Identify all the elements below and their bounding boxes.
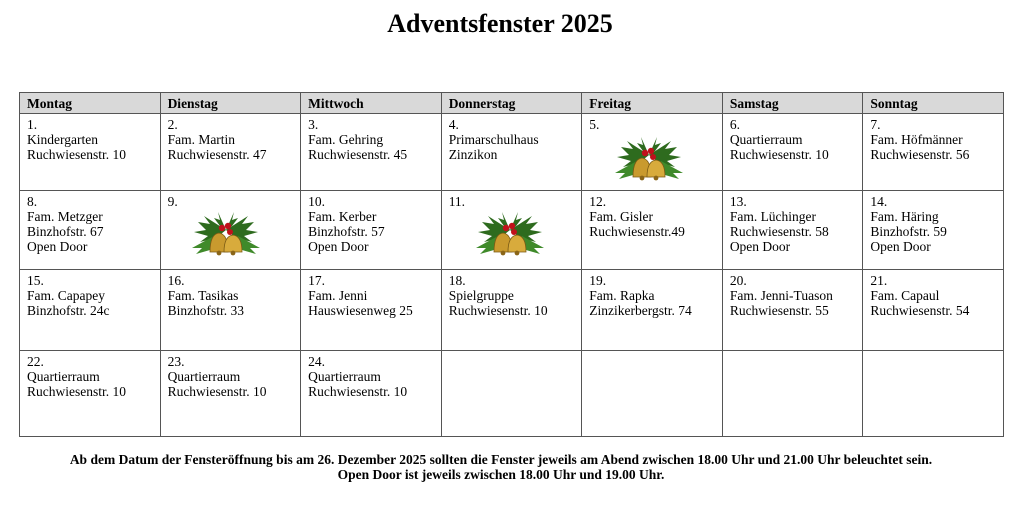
day-number: 18. xyxy=(448,273,466,288)
host-address: Binzhofstr. 57 xyxy=(308,224,385,239)
empty-day-cell xyxy=(863,351,1004,437)
calendar-day-cell xyxy=(20,270,161,351)
calendar-day-cell xyxy=(582,191,723,270)
host-name: Fam. Kerber xyxy=(308,209,377,224)
christmas-bells-holly-icon xyxy=(607,133,691,183)
host-address: Ruchwiesenstr. 47 xyxy=(167,147,267,162)
host-name: Fam. Martin xyxy=(167,132,236,147)
host-address: Binzhofstr. 67 xyxy=(27,224,104,239)
day-number: 11. xyxy=(448,194,466,209)
host-address: Ruchwiesenstr. 45 xyxy=(308,147,408,162)
day-number: 13. xyxy=(729,194,747,209)
calendar-day-cell xyxy=(301,351,442,437)
host-address: Hauswiesenweg 25 xyxy=(308,303,413,318)
host-address: Ruchwiesenstr. 55 xyxy=(729,303,829,318)
host-address: Binzhofstr. 33 xyxy=(167,303,245,318)
day-number: 7. xyxy=(870,117,881,132)
host-address: Ruchwiesenstr. 10 xyxy=(308,384,408,399)
calendar-day-cell xyxy=(722,114,863,191)
day-number: 23. xyxy=(167,354,185,369)
weekday-header: Donnerstag xyxy=(441,93,582,114)
host-address: Ruchwiesenstr. 54 xyxy=(870,303,970,318)
host-address: Zinzikerbergstr. 74 xyxy=(589,303,692,318)
day-number: 20. xyxy=(729,273,747,288)
empty-day-cell xyxy=(582,351,723,437)
calendar-day-cell xyxy=(863,270,1004,351)
host-name: Fam. Häring xyxy=(870,209,939,224)
host-name: Fam. Höfmänner xyxy=(870,132,963,147)
calendar-week-row xyxy=(20,114,1004,191)
day-number: 24. xyxy=(308,354,325,369)
calendar-day-cell xyxy=(582,270,723,351)
calendar-day-cell xyxy=(160,270,301,351)
host-name: Fam. Metzger xyxy=(27,209,103,224)
weekday-header: Freitag xyxy=(582,93,723,114)
host-address: Binzhofstr. 24c xyxy=(27,303,110,318)
weekday-header: Samstag xyxy=(722,93,863,114)
day-number: 16. xyxy=(167,273,185,288)
weekday-header: Dienstag xyxy=(160,93,301,114)
host-name: Spielgruppe xyxy=(448,288,514,303)
empty-day-cell xyxy=(722,351,863,437)
host-name: Fam. Gisler xyxy=(589,209,653,224)
calendar-day-cell xyxy=(441,191,582,270)
day-number: 4. xyxy=(448,117,459,132)
host-name: Primarschulhaus xyxy=(448,132,539,147)
host-address: Zinzikon xyxy=(448,147,498,162)
calendar-day-cell xyxy=(301,114,442,191)
host-name: Fam. Jenni-Tuason xyxy=(729,288,833,303)
empty-day-cell xyxy=(441,351,582,437)
day-number: 3. xyxy=(308,117,319,132)
host-name: Fam. Rapka xyxy=(589,288,655,303)
host-address: Ruchwiesenstr. 10 xyxy=(729,147,829,162)
calendar-day-cell xyxy=(441,270,582,351)
host-name: Fam. Capapey xyxy=(27,288,105,303)
calendar-week-row xyxy=(20,351,1004,437)
open-door-note: Open Door xyxy=(729,239,791,254)
day-number: 6. xyxy=(729,117,740,132)
calendar-day-cell xyxy=(20,351,161,437)
day-number: 19. xyxy=(589,273,607,288)
day-number: 12. xyxy=(589,194,607,209)
host-name: Kindergarten xyxy=(27,132,98,147)
day-number: 17. xyxy=(308,273,325,288)
day-number: 21. xyxy=(870,273,888,288)
host-name: Quartierraum xyxy=(729,132,803,147)
calendar-day-cell xyxy=(863,114,1004,191)
host-name: Fam. Tasikas xyxy=(167,288,239,303)
advent-calendar-table xyxy=(19,92,1004,437)
weekday-header-row xyxy=(20,93,1004,114)
footer-open-door-hours: Open Door ist jeweils zwischen 18.00 Uhr und 19.00 Uhr. xyxy=(337,467,665,482)
calendar-day-cell xyxy=(160,351,301,437)
host-name: Quartierraum xyxy=(308,369,381,384)
day-number: 8. xyxy=(27,194,38,209)
weekday-header: Montag xyxy=(20,93,161,114)
host-name: Quartierraum xyxy=(167,369,241,384)
host-address: Ruchwiesenstr. 10 xyxy=(448,303,548,318)
calendar-day-cell xyxy=(301,191,442,270)
host-address: Ruchwiesenstr. 10 xyxy=(27,384,126,399)
host-address: Ruchwiesenstr. 10 xyxy=(27,147,126,162)
calendar-day-cell xyxy=(160,191,301,270)
calendar-day-cell xyxy=(722,191,863,270)
open-door-note: Open Door xyxy=(870,239,931,254)
calendar-day-cell xyxy=(863,191,1004,270)
weekday-header: Sonntag xyxy=(863,93,1004,114)
host-address: Binzhofstr. 59 xyxy=(870,224,947,239)
day-number: 5. xyxy=(589,117,600,132)
host-name: Fam. Capaul xyxy=(870,288,940,303)
calendar-day-cell xyxy=(441,114,582,191)
calendar-day-cell xyxy=(160,114,301,191)
calendar-week-row xyxy=(20,270,1004,351)
day-number: 2. xyxy=(167,117,178,132)
footer-lighting-hours: Ab dem Datum der Fensteröffnung bis am 26. Dezember 2025 sollten die Fenster jeweils am Abend zwischen 18.00 Uhr und 21.00 Uhr beleuchtet sein. xyxy=(69,452,933,467)
host-name: Fam. Lüchinger xyxy=(729,209,817,224)
day-number: 15. xyxy=(27,273,44,288)
day-number: 22. xyxy=(27,354,44,369)
host-name: Fam. Gehring xyxy=(308,132,384,147)
calendar-day-cell xyxy=(301,270,442,351)
calendar-week-row xyxy=(20,191,1004,270)
weekday-header: Mittwoch xyxy=(301,93,442,114)
day-number: 1. xyxy=(27,117,38,132)
host-name: Quartierraum xyxy=(27,369,100,384)
day-number: 14. xyxy=(870,194,888,209)
host-name: Fam. Jenni xyxy=(308,288,368,303)
day-number: 10. xyxy=(308,194,325,209)
day-number: 9. xyxy=(167,194,178,209)
calendar-day-cell xyxy=(582,114,723,191)
page-title: Adventsfenster 2025 xyxy=(387,9,613,38)
calendar-day-cell xyxy=(722,270,863,351)
christmas-bells-holly-icon xyxy=(184,208,268,258)
open-door-note: Open Door xyxy=(308,239,369,254)
host-address: Ruchwiesenstr.49 xyxy=(589,224,685,239)
host-address: Ruchwiesenstr. 56 xyxy=(870,147,970,162)
host-address: Ruchwiesenstr. 58 xyxy=(729,224,829,239)
christmas-bells-holly-icon xyxy=(468,208,552,258)
calendar-day-cell xyxy=(20,191,161,270)
open-door-note: Open Door xyxy=(27,239,88,254)
calendar-day-cell xyxy=(20,114,161,191)
footer-note xyxy=(0,452,1002,482)
host-address: Ruchwiesenstr. 10 xyxy=(167,384,267,399)
